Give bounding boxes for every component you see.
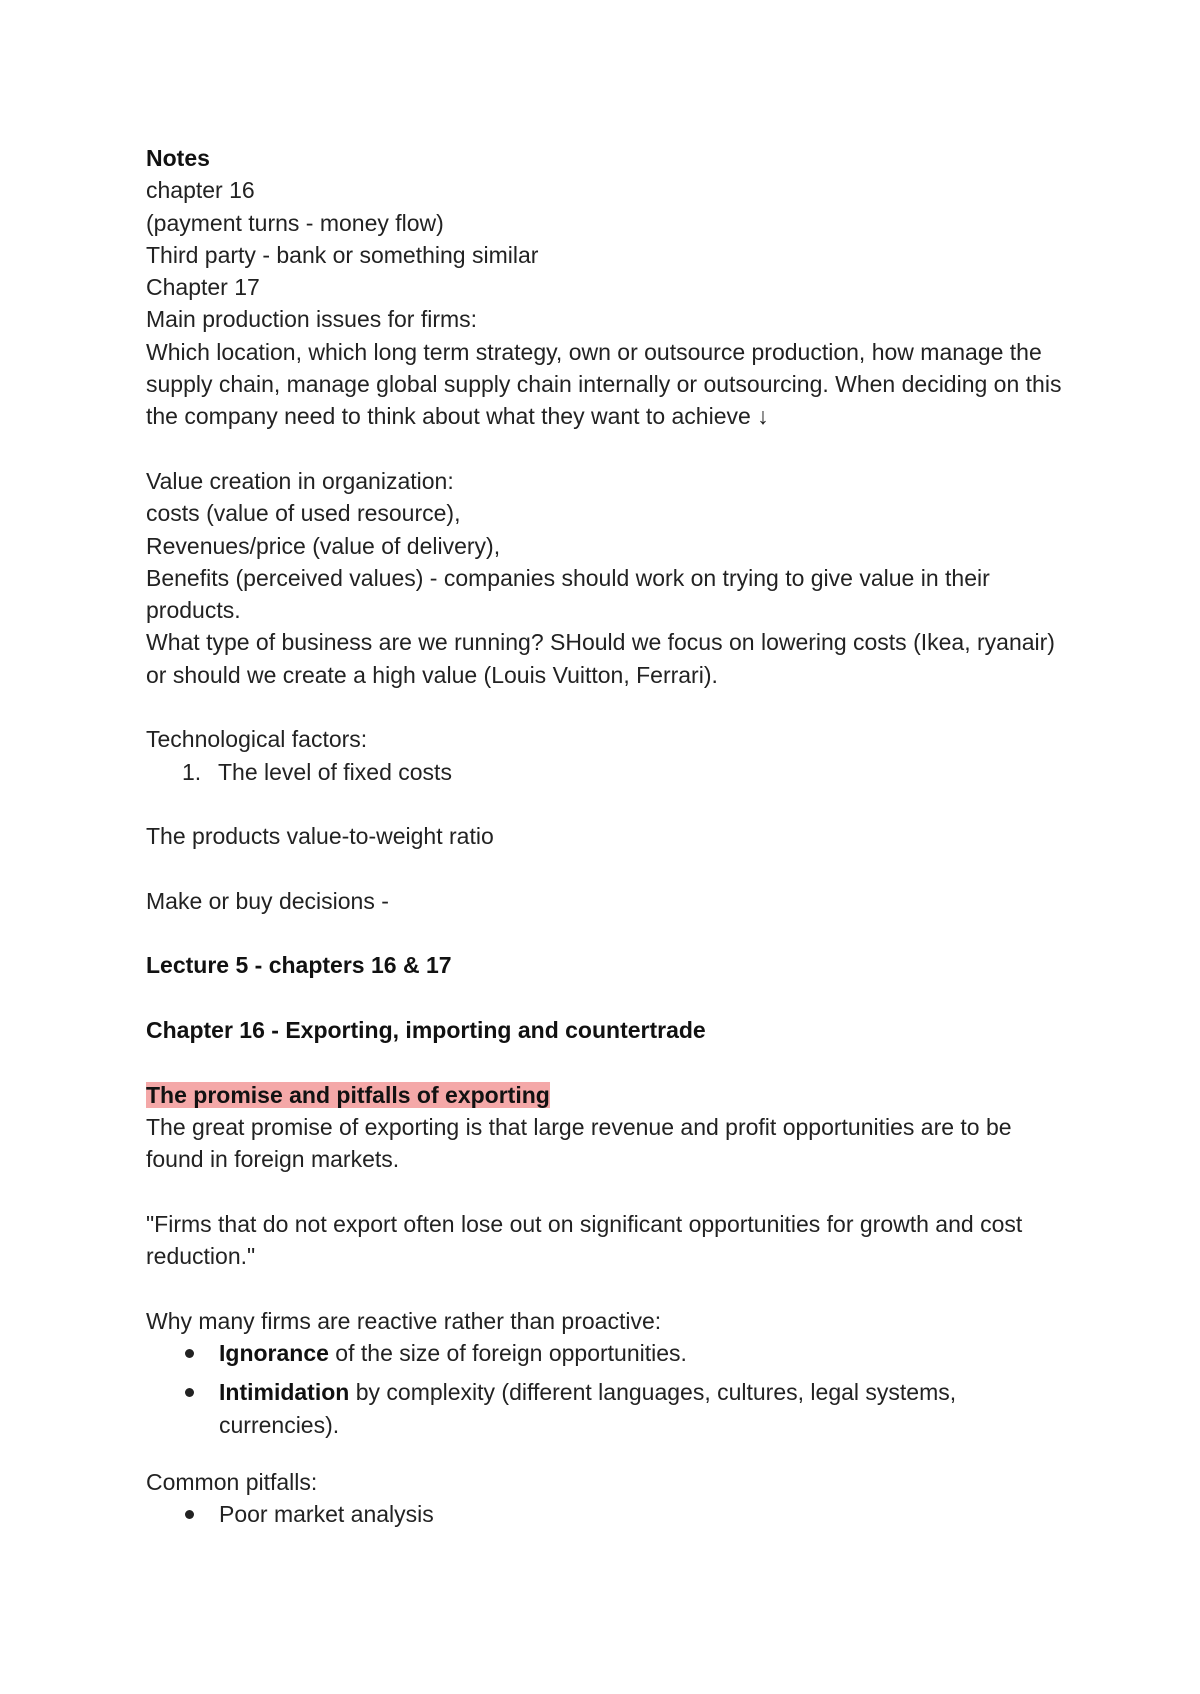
list-item-text: Poor market analysis [219,1501,434,1528]
notes-paragraph: Which location, which long term strategy, own or outsource production, how manage the supply chain, manage global supply chain internally or outsourcing. When deciding on this the company need to think about what they want to achieve ↓ [146,338,1068,430]
list-item-text: The level of fixed costs [218,758,452,785]
document-page [146,142,1066,1537]
chapter-title: Chapter 16 - Exporting, importing and countertrade [146,1017,706,1044]
bullet-icon [185,1510,194,1519]
lecture-title: Lecture 5 - chapters 16 & 17 [146,952,452,979]
list-item [182,756,1066,788]
reactive-list [146,1337,1066,1441]
list-item-text: by complexity (different languages, cultures, legal systems, currencies). [219,1379,957,1438]
quote-paragraph: "Firms that do not export often lose out on significant opportunities for growth and cost reduction." [146,1210,1029,1270]
list-number: 1. [182,758,202,785]
tech-factors-list [146,756,1066,788]
bullet-icon [185,1349,194,1358]
list-item-bold: Intimidation [219,1379,350,1406]
pitfalls-heading: Common pitfalls: [146,1468,318,1495]
make-or-buy-line: Make or buy decisions - [146,887,389,914]
pitfalls-list [146,1498,1066,1530]
value-creation-line: Revenues/price (value of delivery), [146,532,501,559]
section-heading-highlighted: The promise and pitfalls of exporting [146,1081,550,1108]
list-item-text: of the size of foreign opportunities. [328,1339,687,1366]
bullet-icon [185,1388,194,1397]
list-item [219,1376,1066,1441]
section-paragraph: The great promise of exporting is that large revenue and profit opportunities are to be found in foreign markets. [146,1113,1018,1173]
list-item [219,1498,1066,1530]
value-creation-line: What type of business are we running? SHould we focus on lowering costs (Ikea, ryanair) or should we create a high value (Louis Vuitton, Ferrari). [146,629,1062,688]
list-item [219,1337,1066,1369]
value-creation-line: Benefits (perceived values) - companies should work on trying to give value in their products. [146,564,997,624]
notes-line: chapter 16 [146,177,255,204]
notes-line: Chapter 17 [146,274,260,301]
value-creation-heading: Value creation in organization: [146,467,454,494]
value-weight-line: The products value-to-weight ratio [146,823,494,850]
notes-line: Main production issues for firms: [146,306,478,333]
list-item-bold: Ignorance [219,1339,329,1366]
tech-factors-heading: Technological factors: [146,726,368,753]
value-creation-line: costs (value of used resource), [146,500,461,527]
reactive-heading: Why many firms are reactive rather than proactive: [146,1307,662,1334]
notes-line: Third party - bank or something similar [146,241,539,268]
notes-line: (payment turns - money flow) [146,209,444,236]
notes-title: Notes [146,145,210,171]
